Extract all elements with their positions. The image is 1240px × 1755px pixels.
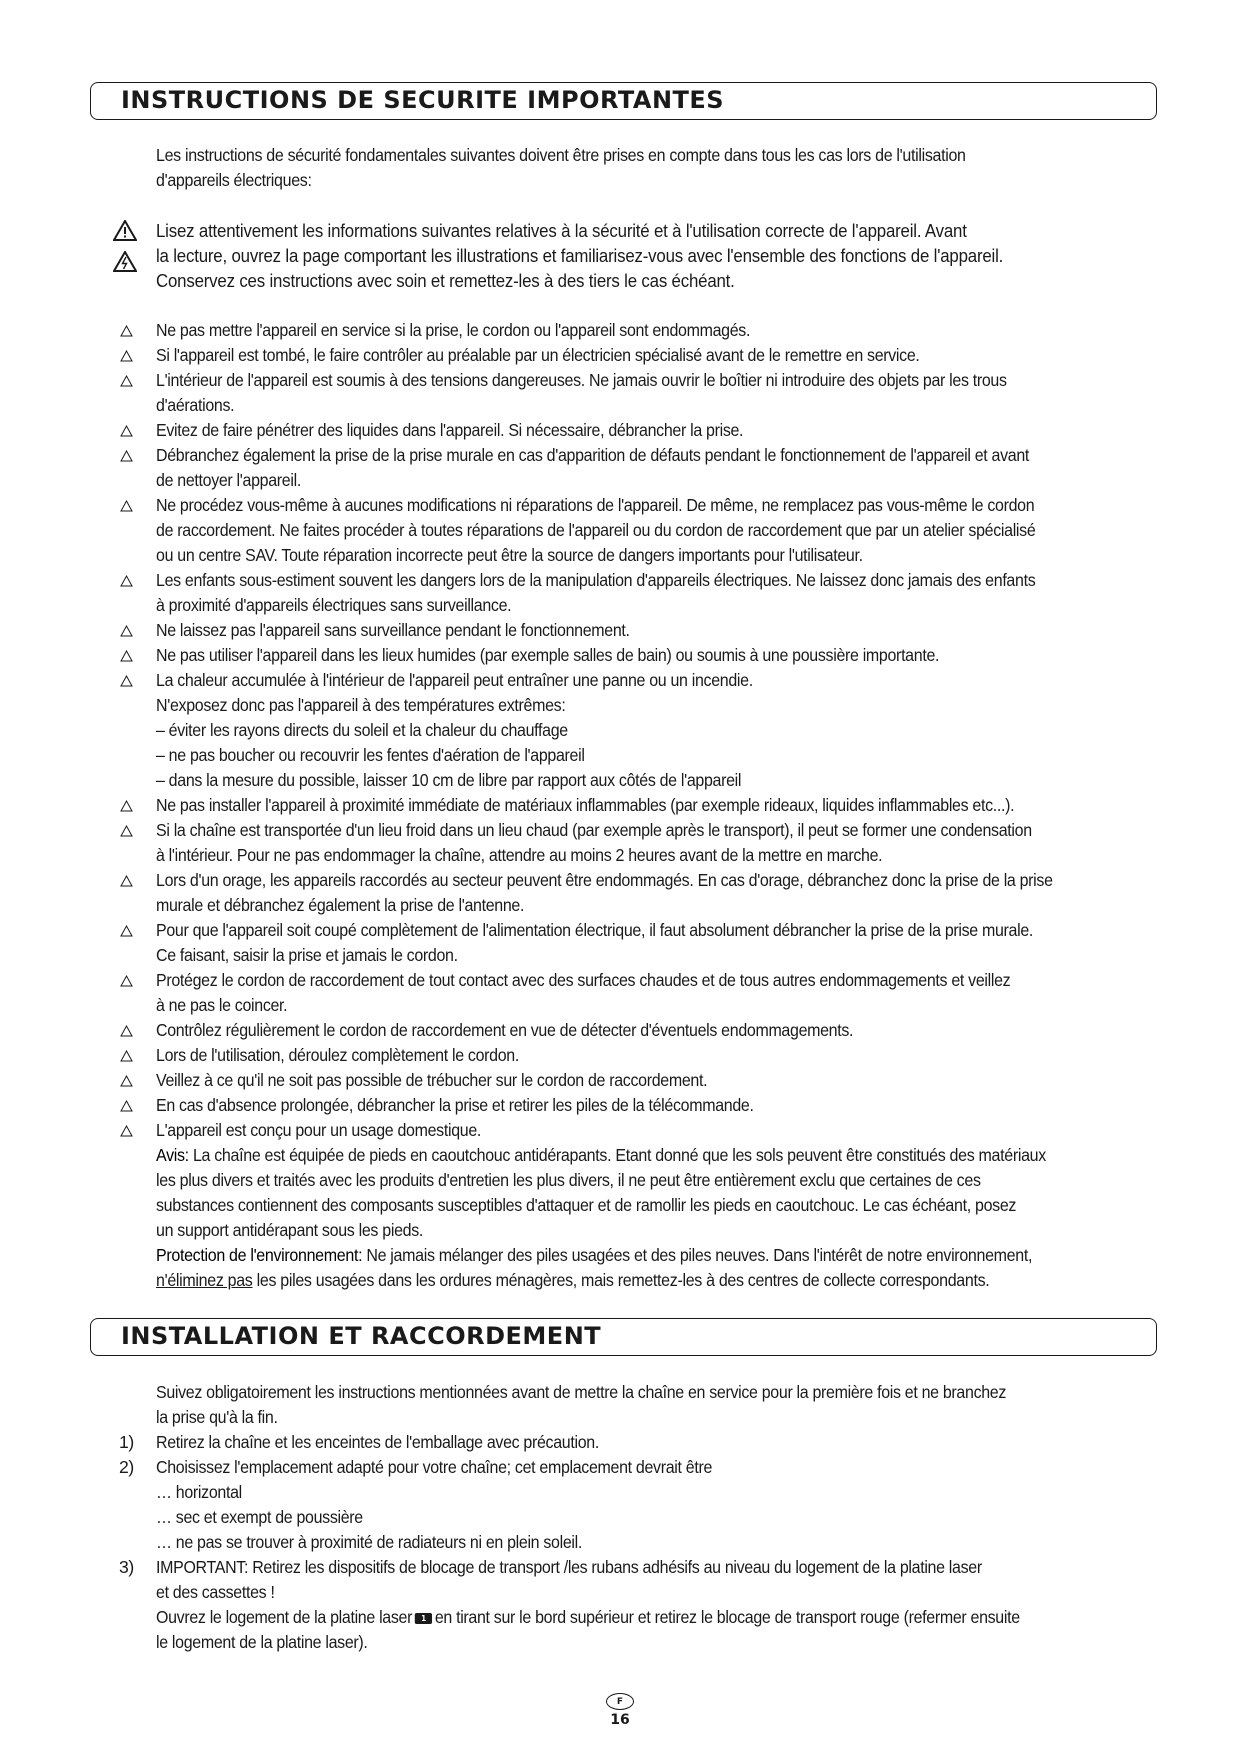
bullet-triangle-icon (120, 1100, 133, 1112)
step-subitem: … ne pas se trouver à proximité de radiateurs ni en plein soleil. (156, 1532, 582, 1552)
safety-item (156, 818, 1168, 868)
safety-item-line: – éviter les rayons directs du soleil et la chaleur du chauffage (156, 720, 568, 740)
safety-item-line: Ne laissez pas l'appareil sans surveillance pendant le fonctionnement. (156, 620, 630, 640)
safety-item (156, 368, 1168, 418)
section-title: INSTALLATION ET RACCORDEMENT (121, 1322, 602, 1350)
env-line (156, 1268, 1075, 1293)
safety-item-line: ou un centre SAV. Toute réparation incorrecte peut être la source de dangers importants pour l'utilisateur. (156, 545, 863, 565)
section-title: INSTRUCTIONS DE SECURITE IMPORTANTES (121, 86, 725, 114)
bullet-triangle-icon (120, 375, 133, 387)
safety-item-line: à ne pas le coincer. (156, 995, 288, 1015)
safety-item-line: L'intérieur de l'appareil est soumis à des tensions dangereuses. Ne jamais ouvrir le boîtier ni introduire des objets par les trous (156, 370, 1007, 390)
language-badge: F (606, 1693, 634, 1710)
warning-icon (113, 220, 137, 241)
bullet-triangle-icon (120, 1050, 133, 1062)
step-subitem: … sec et exempt de poussière (156, 1507, 363, 1527)
env-text: Ne jamais mélanger des piles usagées et des piles neuves. Dans l'intérêt de notre environnement, (362, 1245, 1033, 1265)
step-text: le logement de la platine laser). (156, 1632, 368, 1652)
safety-item-line: murale et débranchez également la prise de l'antenne. (156, 895, 525, 915)
step-number: 2) (119, 1457, 134, 1477)
env-underline: n'éliminez pas (156, 1270, 253, 1290)
safety-list (156, 318, 1168, 1143)
safety-item-line: Ne procédez vous-même à aucunes modifications ni réparations de l'appareil. De même, ne remplacez pas vous-même le cordon (156, 495, 1035, 515)
bullet-triangle-icon (120, 1125, 133, 1137)
safety-item (156, 1043, 1168, 1068)
avis-line (156, 1143, 1075, 1168)
intro-line: d'appareils électriques: (156, 170, 312, 190)
install-intro-line: la prise qu'à la fin. (156, 1407, 278, 1427)
step-number: 3) (119, 1557, 134, 1577)
safety-item-line: – ne pas boucher ou recouvrir les fentes d'aération de l'appareil (156, 745, 585, 765)
bullet-triangle-icon (120, 925, 133, 937)
safety-item (156, 318, 1168, 343)
safety-item-line: Ne pas utiliser l'appareil dans les lieux humides (par exemple salles de bain) ou soumis à une poussière importante. (156, 645, 940, 665)
safety-item (156, 618, 1168, 643)
step-text: Retirez la chaîne et les enceintes de l'emballage avec précaution. (156, 1432, 599, 1452)
intro-paragraph (156, 143, 1166, 193)
safety-item (156, 868, 1168, 918)
avis-line: un support antidérapant sous les pieds. (156, 1220, 424, 1240)
safety-item-line: Protégez le cordon de raccordement de tout contact avec des surfaces chaudes et de tous autres endommagements et veillez (156, 970, 1011, 990)
safety-item (156, 793, 1168, 818)
safety-item-line: d'aérations. (156, 395, 235, 415)
avis-label: Avis: (156, 1145, 189, 1165)
safety-item-line: Pour que l'appareil soit coupé complètement de l'alimentation électrique, il faut absolument débrancher la prise de la prise murale. (156, 920, 1034, 940)
safety-item-line: La chaleur accumulée à l'intérieur de l'appareil peut entraîner une panne ou un incendie. (156, 670, 753, 690)
safety-item-line: Si l'appareil est tombé, le faire contrôler au préalable par un électricien spécialisé avant de le remettre en service. (156, 345, 920, 365)
safety-item-line: En cas d'absence prolongée, débrancher la prise et retirer les piles de la télécommande. (156, 1095, 754, 1115)
warning-line: la lecture, ouvrez la page comportant les illustrations et familiarisez-vous avec l'ensemble des fonctions de l'appareil. (156, 245, 1004, 266)
install-intro (156, 1380, 1168, 1430)
section-header-install (90, 1318, 1157, 1356)
install-steps (119, 1380, 1168, 1655)
safety-item-line: Lors d'un orage, les appareils raccordés au secteur peuvent être endommagés. En cas d'orage, débranchez donc la prise de la prise (156, 870, 1053, 890)
bullet-triangle-icon (120, 325, 133, 337)
step-subitem: … horizontal (156, 1482, 242, 1502)
safety-item (156, 643, 1168, 668)
bullet-triangle-icon (120, 875, 133, 887)
warning-paragraph (156, 218, 1166, 293)
section-header-safety (90, 82, 1157, 120)
intro-line: Les instructions de sécurité fondamentales suivantes doivent être prises en compte dans tous les cas lors de l'utilisation (156, 145, 966, 165)
step-text (156, 1605, 1075, 1630)
bullet-triangle-icon (120, 975, 133, 987)
safety-item (156, 418, 1168, 443)
bullet-triangle-icon (120, 425, 133, 437)
safety-item (156, 1093, 1168, 1118)
bullet-triangle-icon (120, 625, 133, 637)
safety-item-line: N'exposez donc pas l'appareil à des températures extrêmes: (156, 695, 566, 715)
bullet-triangle-icon (120, 575, 133, 587)
step-text: et des cassettes ! (156, 1582, 275, 1602)
page-number: 16 (610, 1712, 630, 1728)
bullet-triangle-icon (120, 1025, 133, 1037)
safety-item (156, 1118, 1168, 1143)
step-text: IMPORTANT: Retirez les dispositifs de blocage de transport /les rubans adhésifs au niveau du logement de la platine laser (156, 1557, 982, 1577)
bullet-triangle-icon (120, 500, 133, 512)
safety-item-line: de raccordement. Ne faites procéder à toutes réparations de l'appareil ou du cordon de raccordement que par un atelier spécialisé (156, 520, 1036, 540)
safety-item-line: – dans la mesure du possible, laisser 10 cm de libre par rapport aux côtés de l'appareil (156, 770, 742, 790)
bullet-triangle-icon (120, 350, 133, 362)
safety-item (156, 493, 1168, 568)
safety-item-line: à proximité d'appareils électriques sans surveillance. (156, 595, 512, 615)
safety-item (156, 668, 1168, 793)
laser-drawer-key-icon: 1 (415, 1613, 432, 1624)
avis-line: substances contiennent des composants susceptibles d'attaquer et de ramollir les pieds en caoutchouc. Le cas échéant, posez (156, 1195, 1017, 1215)
safety-item-line: Si la chaîne est transportée d'un lieu froid dans un lieu chaud (par exemple après le transport), il peut se former une condensation (156, 820, 1032, 840)
safety-item-line: Les enfants sous-estiment souvent les dangers lors de la manipulation d'appareils électriques. Ne laissez donc jamais des enfants (156, 570, 1036, 590)
safety-item-line: Contrôlez régulièrement le cordon de raccordement en vue de détecter d'éventuels endommagements. (156, 1020, 854, 1040)
safety-item (156, 918, 1168, 968)
warning-line: Conservez ces instructions avec soin et remettez-les à des tiers le cas échéant. (156, 270, 735, 291)
step-text: Choisissez l'emplacement adapté pour votre chaîne; cet emplacement devrait être (156, 1457, 713, 1477)
safety-item-line: de nettoyer l'appareil. (156, 470, 301, 490)
safety-item (156, 968, 1168, 1018)
env-line (156, 1243, 1075, 1268)
safety-item (156, 343, 1168, 368)
safety-item (156, 568, 1168, 618)
env-label: Protection de l'environnement: (156, 1245, 363, 1265)
bullet-triangle-icon (120, 825, 133, 837)
warning-line: Lisez attentivement les informations suivantes relatives à la sécurité et à l'utilisation correcte de l'appareil. Avant (156, 220, 967, 241)
safety-item-line: Ne pas mettre l'appareil en service si la prise, le cordon ou l'appareil sont endommagés. (156, 320, 751, 340)
electric-hazard-icon (113, 251, 137, 272)
install-step (119, 1430, 1168, 1455)
install-step (119, 1555, 1168, 1655)
bullet-triangle-icon (120, 675, 133, 687)
safety-item (156, 443, 1168, 493)
avis-text: La chaîne est équipée de pieds en caoutchouc antidérapants. Etant donné que les sols peuvent être constitués des matériaux (188, 1145, 1046, 1165)
safety-item-line: Ce faisant, saisir la prise et jamais le cordon. (156, 945, 458, 965)
safety-item-line: Veillez à ce qu'il ne soit pas possible de trébucher sur le cordon de raccordement. (156, 1070, 708, 1090)
avis-paragraph (156, 1143, 1166, 1293)
bullet-triangle-icon (120, 800, 133, 812)
safety-item (156, 1018, 1168, 1043)
safety-item (156, 1068, 1168, 1093)
bullet-triangle-icon (120, 450, 133, 462)
safety-item-line: Evitez de faire pénétrer des liquides dans l'appareil. Si nécessaire, débrancher la prise. (156, 420, 744, 440)
safety-item-line: Ne pas installer l'appareil à proximité immédiate de matériaux inflammables (par exemple rideaux, liquides inflammables etc...). (156, 795, 1015, 815)
safety-item-line: à l'intérieur. Pour ne pas endommager la chaîne, attendre au moins 2 heures avant de la mettre en marche. (156, 845, 883, 865)
step-number: 1) (119, 1432, 134, 1452)
install-step (119, 1455, 1168, 1555)
page-footer (604, 1693, 636, 1728)
bullet-triangle-icon (120, 650, 133, 662)
bullet-triangle-icon (120, 1075, 133, 1087)
env-text: les piles usagées dans les ordures ménagères, mais remettez-les à des centres de collecte correspondants. (252, 1270, 990, 1290)
step-text-part: en tirant sur le bord supérieur et retirez le blocage de transport rouge (refermer ensuite (434, 1607, 1020, 1627)
safety-item-line: L'appareil est conçu pour un usage domestique. (156, 1120, 482, 1140)
step-text-part: Ouvrez le logement de la platine laser (156, 1607, 413, 1627)
safety-item-line: Lors de l'utilisation, déroulez complètement le cordon. (156, 1045, 519, 1065)
install-intro-line: Suivez obligatoirement les instructions mentionnées avant de mettre la chaîne en service pour la première fois et ne branchez (156, 1382, 1007, 1402)
safety-item-line: Débranchez également la prise de la prise murale en cas d'apparition de défauts pendant le fonctionnement de l'appareil et avant (156, 445, 1030, 465)
avis-line: les plus divers et traités avec les produits d'entretien les plus divers, il ne peut être entièrement exclu que certaines de ces (156, 1170, 981, 1190)
